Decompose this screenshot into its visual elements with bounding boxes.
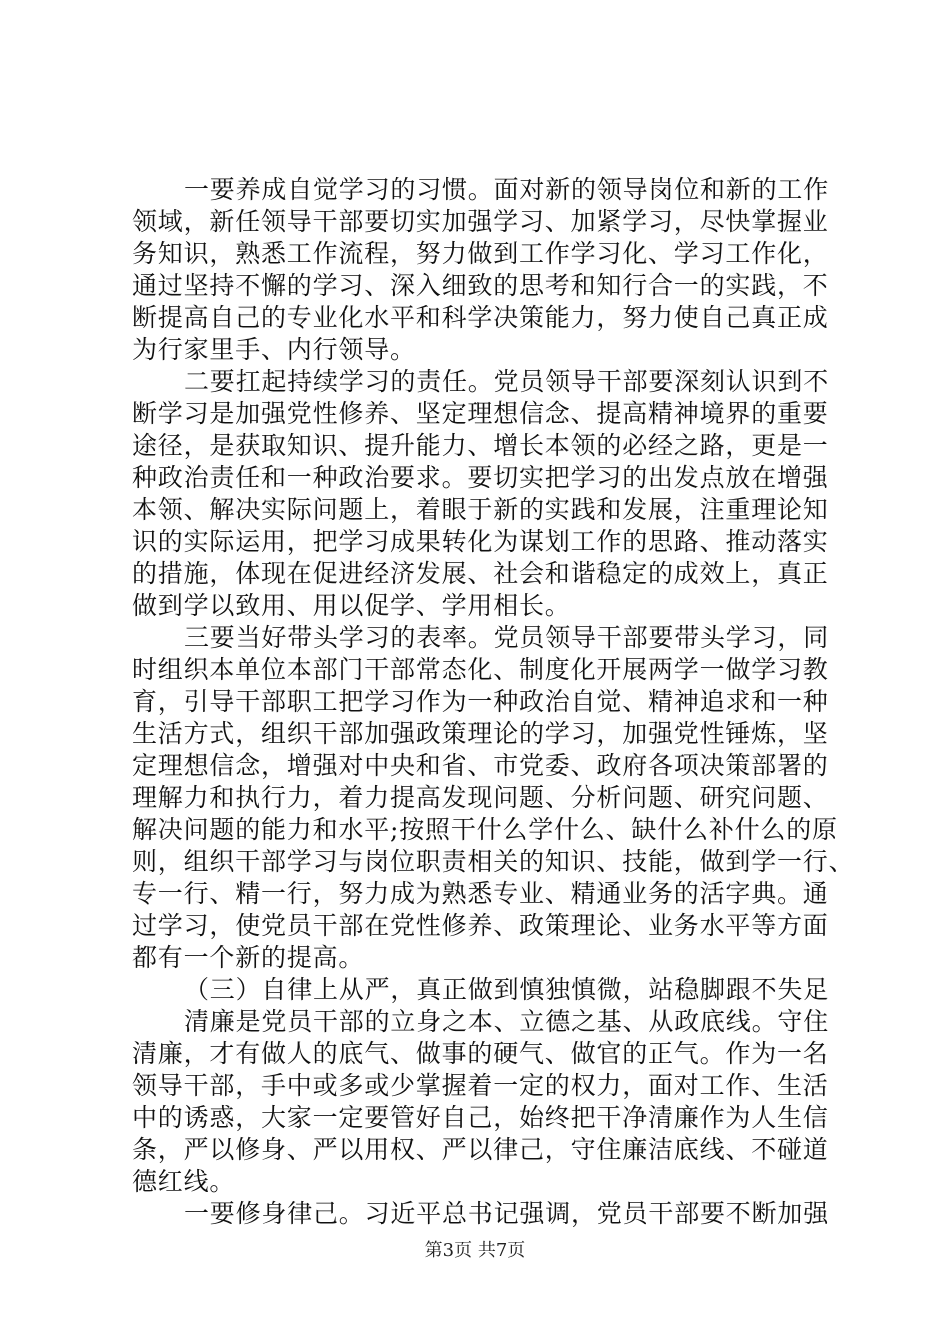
text-line: 清廉是党员干部的立身之本、立德之基、从政底线。守住 — [184, 1007, 830, 1036]
text-line: 本领、解决实际问题上，着眼于新的实践和发展，注重理论知 — [132, 495, 829, 524]
text-line: 理解力和执行力，着力提高发现问题、分析问题、研究问题、 — [132, 783, 829, 812]
text-line: 过学习，使党员干部在党性修养、政策理论、业务水平等方面 — [132, 911, 829, 940]
text-line: 育，引导干部职工把学习作为一种政治自觉、精神追求和一种 — [132, 687, 829, 716]
text-line: 则，组织干部学习与岗位职责相关的知识、技能，做到学一行、 — [132, 847, 855, 876]
text-line: 中的诱惑，大家一定要管好自己，始终把干净清廉作为人生信 — [132, 1103, 829, 1132]
text-line: 都有一个新的提高。 — [132, 943, 365, 972]
text-line: 时组织本单位本部门干部常态化、制度化开展两学一做学习教 — [132, 655, 829, 684]
text-line: 做到学以致用、用以促学、学用相长。 — [132, 591, 571, 620]
text-line: 德红线。 — [132, 1167, 236, 1196]
text-line: 通过坚持不懈的学习、深入细致的思考和知行合一的实践，不 — [132, 271, 829, 300]
text-line: （三）自律上从严，真正做到慎独慎微，站稳脚跟不失足 — [184, 975, 830, 1004]
text-line: 断学习是加强党性修养、坚定理想信念、提高精神境界的重要 — [132, 399, 829, 428]
text-line: 生活方式，组织干部加强政策理论的学习，加强党性锤炼，坚 — [132, 719, 829, 748]
text-line: 断提高自己的专业化水平和科学决策能力，努力使自己真正成 — [132, 303, 829, 332]
text-line: 的措施，体现在促进经济发展、社会和谐稳定的成效上，真正 — [132, 559, 829, 588]
text-line: 途径，是获取知识、提升能力、增长本领的必经之路，更是一 — [132, 431, 829, 460]
page-number-footer: 第3页 共7页 — [424, 1240, 526, 1261]
text-line: 条，严以修身、严以用权、严以律己，守住廉洁底线、不碰道 — [132, 1135, 829, 1164]
text-line: 领域，新任领导干部要切实加强学习、加紧学习，尽快掌握业 — [132, 207, 829, 236]
text-line: 种政治责任和一种政治要求。要切实把学习的出发点放在增强 — [132, 463, 829, 492]
text-line: 清廉，才有做人的底气、做事的硬气、做官的正气。作为一名 — [132, 1039, 829, 1068]
text-line: 一要修身律己。习近平总书记强调，党员干部要不断加强 — [184, 1199, 830, 1228]
document-body — [132, 174, 855, 1230]
text-line: 为行家里手、内行领导。 — [132, 335, 416, 364]
text-line: 识的实际运用，把学习成果转化为谋划工作的思路、推动落实 — [132, 527, 829, 556]
text-line: 专一行、精一行，努力成为熟悉专业、精通业务的活字典。通 — [132, 879, 829, 908]
text-line: 定理想信念，增强对中央和省、市党委、政府各项决策部署的 — [132, 751, 829, 780]
text-line: 二要扛起持续学习的责任。党员领导干部要深刻认识到不 — [184, 367, 830, 396]
text-line: 三要当好带头学习的表率。党员领导干部要带头学习，同 — [184, 623, 830, 652]
text-line: 领导干部，手中或多或少掌握着一定的权力，面对工作、生活 — [132, 1071, 829, 1100]
text-line: 一要养成自觉学习的习惯。面对新的领导岗位和新的工作 — [184, 175, 830, 204]
text-line: 务知识，熟悉工作流程，努力做到工作学习化、学习工作化， — [132, 239, 829, 268]
text-line: 解决问题的能力和水平;按照干什么学什么、缺什么补什么的原 — [132, 815, 838, 844]
